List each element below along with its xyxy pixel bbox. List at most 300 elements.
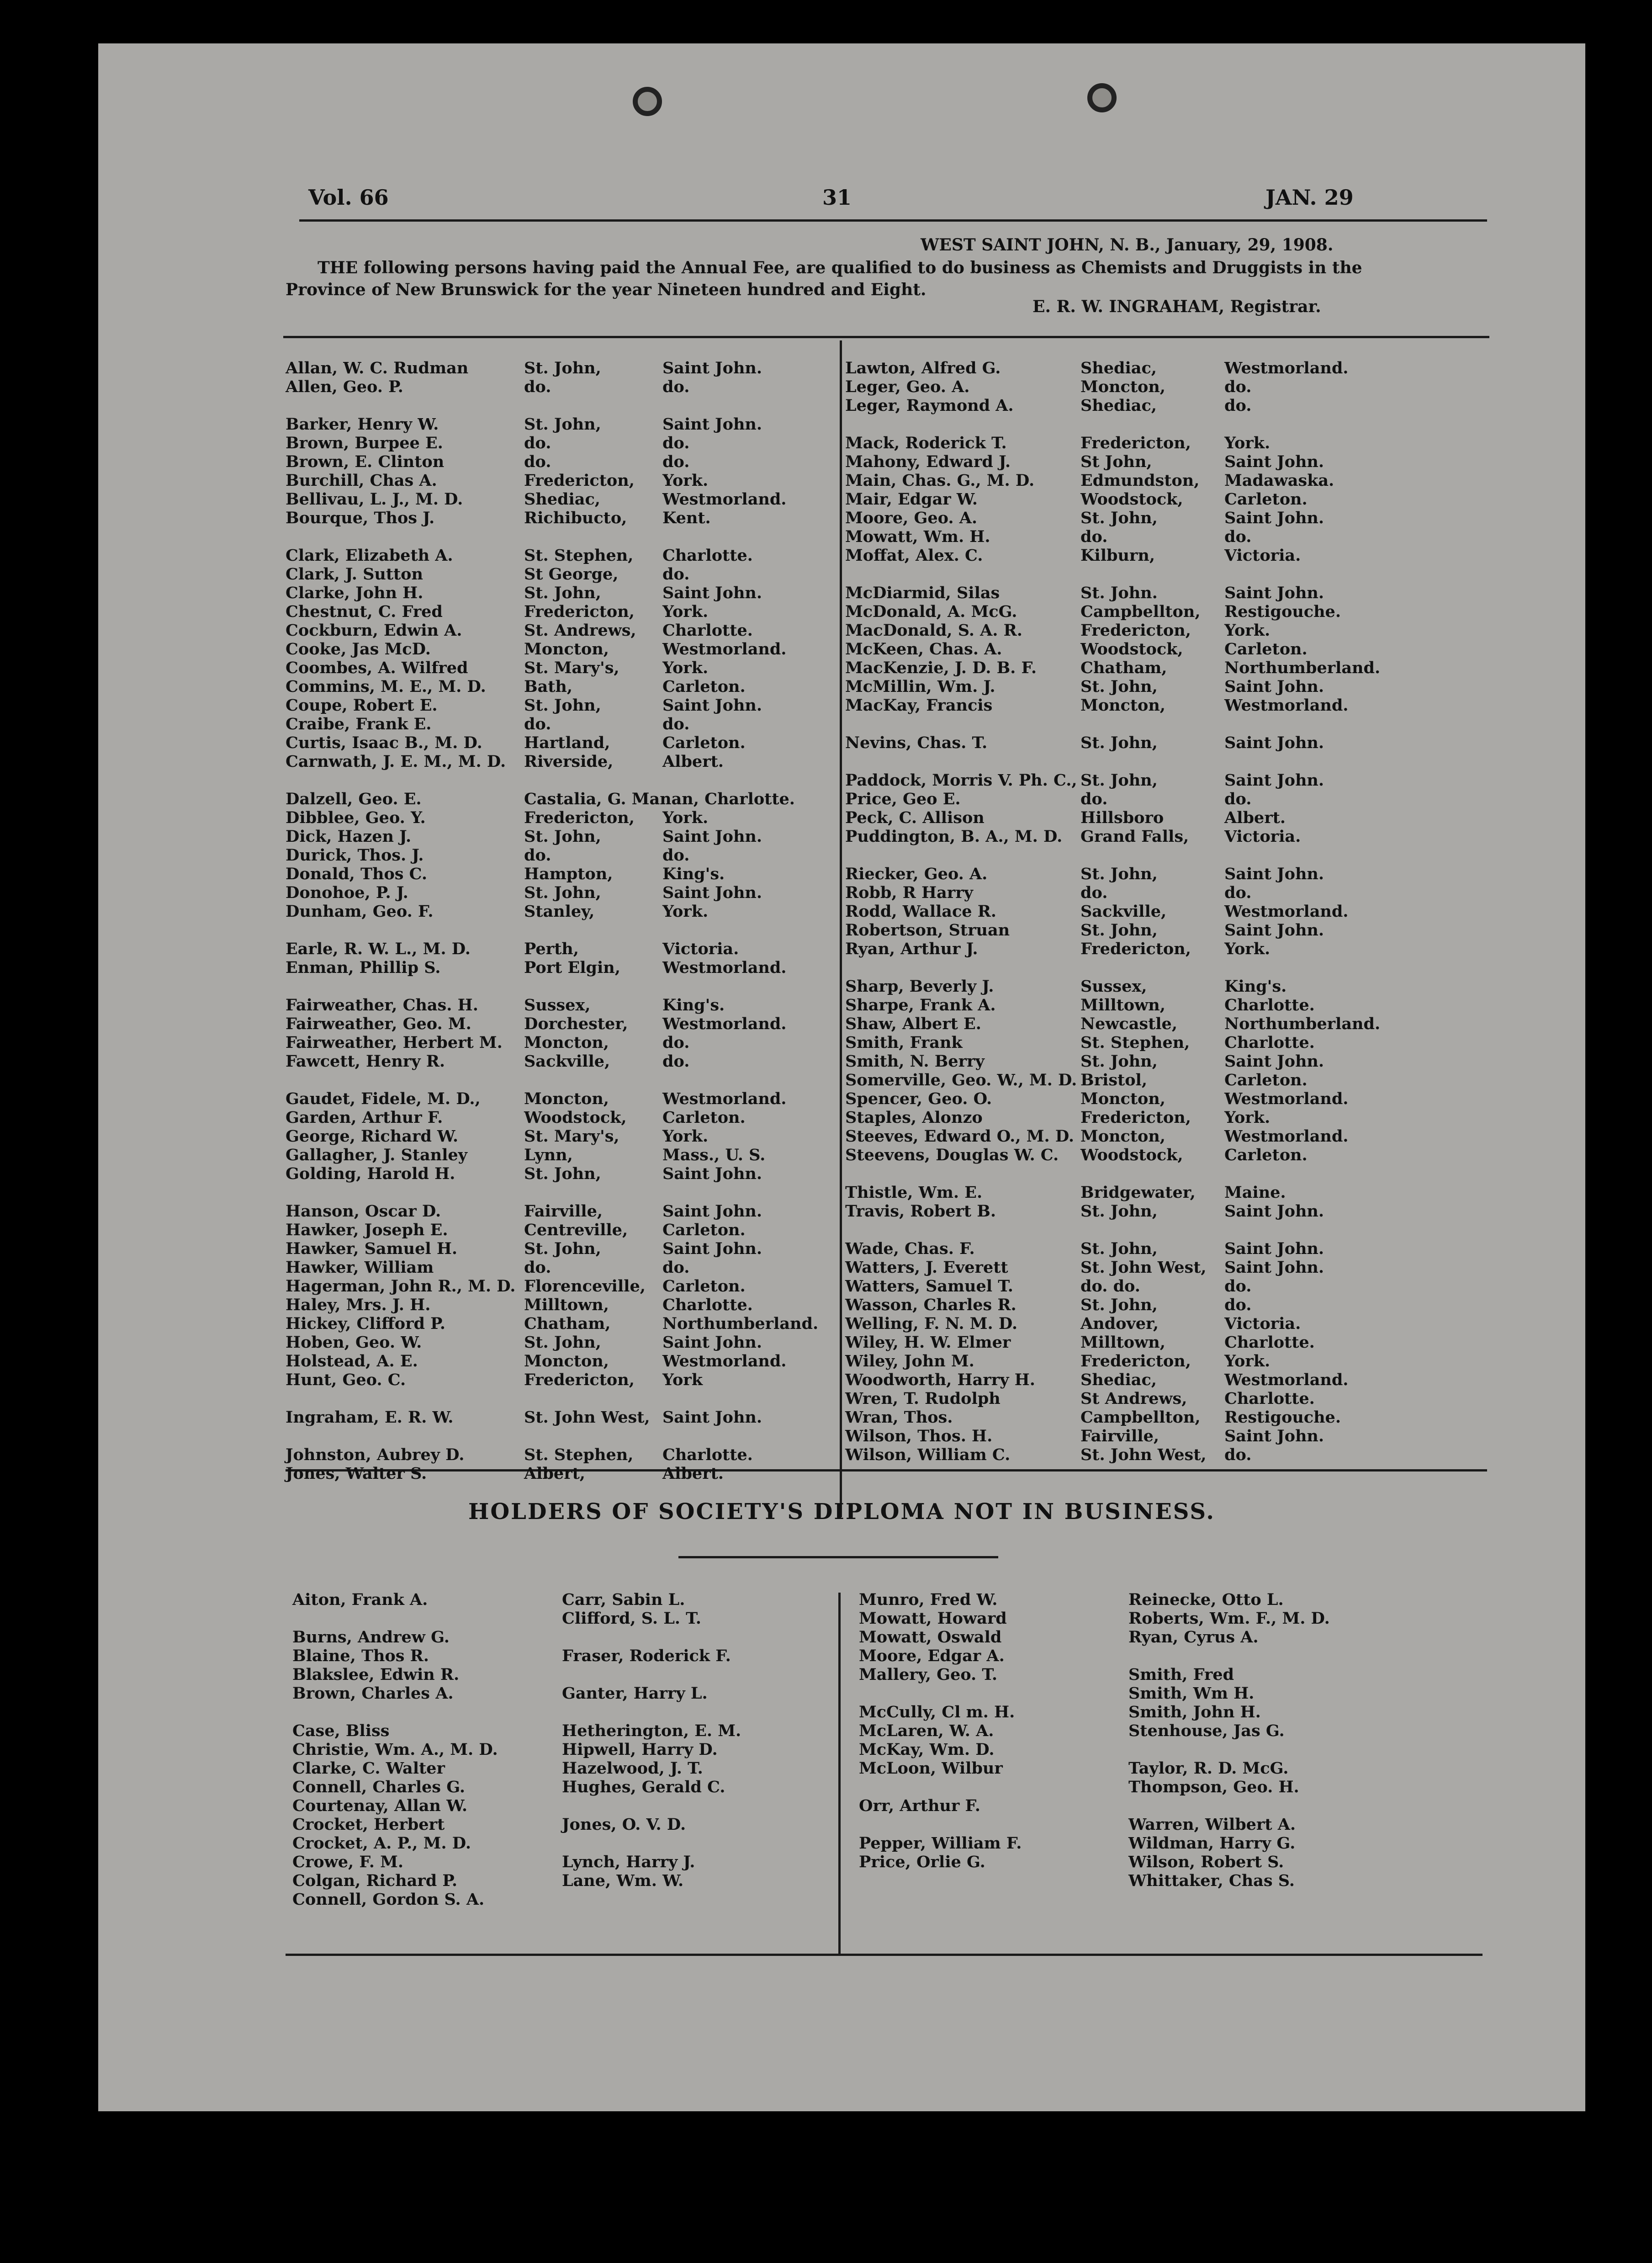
registrant-county: Restigouche. [1224, 1408, 1341, 1427]
registrant-town: St. Stephen, [524, 546, 634, 565]
diploma-holder: Jones, O. V. D. [562, 1815, 686, 1834]
registrant-town: Fredericton, [1080, 1352, 1191, 1371]
registrant-name: Hawker, Joseph E. [286, 1221, 448, 1239]
registrant-county: York. [1224, 940, 1271, 958]
registrant-row [286, 677, 800, 696]
registrant-name: Welling, F. N. M. D. [845, 1314, 1018, 1333]
registrant-row [286, 902, 800, 921]
registrant-name: Brown, Burpee E. [286, 434, 443, 452]
registrant-name: Smith, Frank [845, 1033, 963, 1052]
registrant-row [286, 1277, 800, 1296]
registrant-row [286, 1052, 800, 1071]
registrant-town: Moncton, [1080, 377, 1165, 396]
registrant-county: do. [662, 715, 690, 733]
registrant-town: Chatham, [1080, 659, 1167, 677]
registrant-town: Woodstock, [1080, 1146, 1183, 1164]
registrant-name: Smith, N. Berry [845, 1052, 985, 1071]
diploma-holder: Ryan, Cyrus A. [1128, 1628, 1259, 1647]
registrant-row [845, 790, 1371, 808]
diploma-holder: Price, Orlie G. [859, 1853, 985, 1871]
registrant-name: Bellivau, L. J., M. D. [286, 490, 463, 509]
registrant-name: Staples, Alonzo [845, 1108, 983, 1127]
entry-group [286, 359, 800, 396]
registrant-name: Johnston, Aubrey D. [286, 1445, 465, 1464]
registrant-row [286, 1258, 800, 1277]
registrant-town: Fredericton, [1080, 621, 1191, 640]
diploma-holder: Moore, Edgar A. [859, 1647, 1005, 1665]
registrant-row [286, 377, 800, 396]
registrant-town: do. do. [1080, 1277, 1140, 1296]
registrant-row [286, 696, 800, 715]
registrant-name: Hoben, Geo. W. [286, 1333, 422, 1352]
registrant-name: Clarke, John H. [286, 584, 424, 602]
group-gap [1128, 1647, 1330, 1665]
registrant-name: Cockburn, Edwin A. [286, 621, 462, 640]
registrant-town: Fredericton, [524, 1371, 635, 1389]
registrant-county: Westmorland. [1224, 1089, 1349, 1108]
registrant-row [845, 1183, 1371, 1202]
registrant-county: do. [662, 434, 690, 452]
diploma-holder: McCully, Cl m. H. [859, 1703, 1015, 1721]
diploma-holder: Mowatt, Oswald [859, 1628, 1002, 1647]
registrant-row [845, 1408, 1371, 1427]
diploma-holder: Lynch, Harry J. [562, 1853, 695, 1871]
registrant-county: Saint John. [1224, 921, 1324, 940]
registrant-county: Westmorland. [1224, 1371, 1349, 1389]
group-gap [562, 1628, 741, 1647]
registrant-county: Westmorland. [662, 640, 787, 659]
diploma-holder: Reinecke, Otto L. [1128, 1590, 1284, 1609]
registrant-county: do. [1224, 527, 1252, 546]
registrant-town: do. [524, 846, 551, 865]
registrant-town: Woodstock, [1080, 640, 1183, 659]
registrant-row [845, 921, 1371, 940]
registrant-name: Thistle, Wm. E. [845, 1183, 983, 1202]
registrant-county: do. [1224, 377, 1252, 396]
registrant-county: York. [1224, 1108, 1271, 1127]
registrant-name: Mair, Edgar W. [845, 490, 978, 509]
registered-list-right [845, 359, 1381, 1483]
registrant-row [845, 1333, 1371, 1352]
registrant-name: Coombes, A. Wilfred [286, 659, 468, 677]
registrant-name: Golding, Harold H. [286, 1164, 455, 1183]
registrant-county: Saint John. [662, 1239, 762, 1258]
registrant-county: Westmorland. [1224, 359, 1349, 377]
registrant-county: Westmorland. [662, 490, 787, 509]
intro-line-2: Province of New Brunswick for the year Nineteen hundred and Eight. [286, 280, 927, 299]
registrant-name: Wasson, Charles R. [845, 1296, 1017, 1314]
diploma-holder: Connell, Gordon S. A. [292, 1890, 485, 1909]
registrant-town: St. John, [524, 359, 601, 377]
registrant-name: Main, Chas. G., M. D. [845, 471, 1035, 490]
group-gap [562, 1834, 741, 1853]
registrant-county: Charlotte. [662, 1445, 753, 1464]
diploma-holder: Pepper, William F. [859, 1834, 1022, 1853]
registrant-town: do. [524, 715, 551, 733]
registrant-county: York. [1224, 621, 1271, 640]
registrant-name: Hickey, Clifford P. [286, 1314, 445, 1333]
registrant-row [845, 677, 1371, 696]
diploma-holder: Smith, Wm H. [1128, 1684, 1255, 1703]
registrant-county: Charlotte. [662, 546, 753, 565]
registrant-name: Gaudet, Fidele, M. D., [286, 1089, 481, 1108]
registrant-county: Victoria. [1224, 827, 1301, 846]
registrant-name: Hanson, Oscar D. [286, 1202, 441, 1221]
registrant-row [845, 1146, 1371, 1164]
registrant-row [286, 434, 800, 452]
diploma-holder: Crocket, A. P., M. D. [292, 1834, 471, 1853]
registrant-row [845, 1352, 1371, 1371]
registrant-county: do. [1224, 396, 1252, 415]
registrant-town: St. John. [1080, 584, 1158, 602]
registrant-county: York. [662, 602, 709, 621]
registrant-town: Bath, [524, 677, 573, 696]
registrant-row [845, 434, 1371, 452]
registrant-town: Moncton, [1080, 1127, 1165, 1146]
registrant-county: Northumberland. [1224, 659, 1381, 677]
registrant-row [286, 733, 800, 752]
registrant-row [845, 359, 1371, 377]
registrant-name: Commins, M. E., M. D. [286, 677, 486, 696]
entry-group [845, 434, 1371, 565]
registrant-name: McDonald, A. McG. [845, 602, 1017, 621]
registrant-row [845, 659, 1381, 677]
registrant-county: Saint John. [662, 696, 762, 715]
registrant-town: St. John, [524, 584, 601, 602]
registrant-town: do. [524, 377, 551, 396]
diploma-divider [838, 1593, 841, 1954]
registrant-row [845, 621, 1371, 640]
registrant-town: St Andrews, [1080, 1389, 1187, 1408]
group-gap [859, 1815, 1022, 1834]
diploma-holder: Whittaker, Chas S. [1128, 1871, 1295, 1890]
registrant-town: Albert, [524, 1464, 585, 1483]
registrant-county: Saint John. [662, 1408, 762, 1427]
registrant-row [845, 1052, 1371, 1071]
registrant-row [845, 1427, 1371, 1445]
registrant-row [286, 883, 800, 902]
group-gap [562, 1796, 741, 1815]
registrant-town: St. John, [524, 1164, 601, 1183]
registrant-town: Sussex, [524, 996, 591, 1015]
table-top-rule [283, 336, 1489, 338]
diploma-holder: Clarke, C. Walter [292, 1759, 445, 1778]
registrant-name: Dalzell, Geo. E. [286, 790, 422, 808]
registrant-town: Richibucto, [524, 509, 627, 527]
registrant-county: Saint John. [662, 827, 762, 846]
registrant-town: St. John, [1080, 509, 1158, 527]
entry-group [286, 1089, 800, 1183]
registrant-row [286, 715, 800, 733]
registrant-county: do. [662, 846, 690, 865]
group-gap [859, 1684, 1022, 1703]
registrant-name: Moore, Geo. A. [845, 509, 978, 527]
registrant-name: Moffat, Alex. C. [845, 546, 983, 565]
registrant-row [286, 602, 800, 621]
registrant-town: Dorchester, [524, 1015, 628, 1033]
registrant-town: Edmundston, [1080, 471, 1200, 490]
registrant-row [845, 1277, 1371, 1296]
registrant-row [286, 1239, 800, 1258]
punch-hole-right [1087, 83, 1117, 112]
registrant-town: St. John, [1080, 677, 1158, 696]
group-gap [292, 1703, 498, 1721]
registrant-town: Chatham, [524, 1314, 611, 1333]
registrant-row [286, 790, 800, 808]
registrant-county: Charlotte. [1224, 996, 1315, 1015]
registrant-row [845, 1127, 1371, 1146]
registrant-county: King's. [662, 996, 725, 1015]
entry-group [286, 546, 800, 771]
entry-group [286, 1408, 800, 1427]
registrant-county: York. [662, 808, 709, 827]
registrant-town: St. Stephen, [1080, 1033, 1190, 1052]
ledger-page [98, 43, 1585, 2111]
registrant-county: Charlotte. [1224, 1033, 1315, 1052]
registrant-county: Saint John. [1224, 1202, 1324, 1221]
registrant-row [286, 1371, 800, 1389]
registrant-row [845, 771, 1371, 790]
registrant-county: Saint John. [662, 1333, 762, 1352]
registrant-town: Hampton, [524, 865, 613, 883]
group-gap [562, 1703, 741, 1721]
registrant-name: Spencer, Geo. O. [845, 1089, 992, 1108]
registrant-name: Wran, Thos. [845, 1408, 953, 1427]
registrant-name: Wilson, Thos. H. [845, 1427, 993, 1445]
registrant-county: Albert. [662, 752, 724, 771]
registrant-county: Charlotte. [1224, 1389, 1315, 1408]
registrant-row [286, 827, 800, 846]
registrant-town: St. John, [1080, 1239, 1158, 1258]
diploma-holder: Connell, Charles G. [292, 1778, 466, 1796]
registrant-county: do. [662, 452, 690, 471]
registrant-row [845, 471, 1371, 490]
registrant-town: do. [524, 452, 551, 471]
entry-group [286, 790, 800, 921]
registrant-county: Victoria. [1224, 1314, 1301, 1333]
registrant-row [286, 1015, 800, 1033]
registrant-county: Victoria. [662, 940, 739, 958]
registrant-county: Saint John. [662, 359, 762, 377]
registrant-row [286, 1352, 800, 1371]
registrant-county: Carleton. [662, 1277, 746, 1296]
registrant-row [845, 509, 1371, 527]
registrant-row [845, 1445, 1371, 1464]
registrant-county: Carleton. [662, 733, 746, 752]
registrant-name: Dick, Hazen J. [286, 827, 412, 846]
registrant-town: St. John, [1080, 771, 1158, 790]
registrant-row [845, 546, 1371, 565]
registrant-row [845, 490, 1371, 509]
registrant-town: Moncton, [524, 1033, 609, 1052]
page-number: 31 [822, 185, 852, 210]
registrant-town: Milltown, [524, 1296, 609, 1314]
registrant-town: St. John, [1080, 1202, 1158, 1221]
registrant-county: Albert. [662, 1464, 724, 1483]
registrant-row [845, 1089, 1371, 1108]
registrant-name: Wren, T. Rudolph [845, 1389, 1001, 1408]
diploma-holder: Blakslee, Edwin R. [292, 1665, 460, 1684]
diploma-holder: Crocket, Herbert [292, 1815, 445, 1834]
registrant-row [286, 415, 800, 434]
diploma-holder: Hipwell, Harry D. [562, 1740, 718, 1759]
registrant-name: Riecker, Geo. A. [845, 865, 988, 883]
registrant-name: Fairweather, Geo. M. [286, 1015, 471, 1033]
registrant-row [286, 1314, 819, 1333]
registrant-town: Grand Falls, [1080, 827, 1189, 846]
registrant-row [286, 808, 800, 827]
group-gap [292, 1609, 498, 1628]
registrant-name: Steeves, Edward O., M. D. [845, 1127, 1075, 1146]
registrant-row [286, 621, 800, 640]
registrant-name: Watters, J. Everett [845, 1258, 1008, 1277]
registrant-county: Albert. [1224, 808, 1286, 827]
registrant-row [845, 733, 1371, 752]
registrant-row [845, 377, 1371, 396]
registrant-town: Bristol, [1080, 1071, 1148, 1089]
diploma-holder: Carr, Sabin L. [562, 1590, 685, 1609]
registrant-name: Steevens, Douglas W. C. [845, 1146, 1059, 1164]
registrant-county: do. [662, 1258, 690, 1277]
registrant-county: Carleton. [662, 1221, 746, 1239]
registrant-row [286, 565, 800, 584]
registrant-row [286, 659, 800, 677]
registrant-name: Gallagher, J. Stanley [286, 1146, 467, 1164]
registrant-name: Nevins, Chas. T. [845, 733, 988, 752]
diploma-holder: Mowatt, Howard [859, 1609, 1007, 1628]
registrant-county: do. [1224, 1277, 1252, 1296]
group-gap [859, 1778, 1022, 1796]
registrant-row [286, 1333, 800, 1352]
registrant-row [845, 1314, 1371, 1333]
registrant-town: Centreville, [524, 1221, 628, 1239]
registrant-county: Saint John. [1224, 865, 1324, 883]
entry-group [286, 940, 800, 977]
registrant-name: Hunt, Geo. C. [286, 1371, 406, 1389]
registrar-signature: E. R. W. INGRAHAM, Registrar. [1032, 297, 1321, 316]
registrant-row [845, 1389, 1371, 1408]
diploma-holder: Clifford, S. L. T. [562, 1609, 701, 1628]
diploma-holder: Colgan, Richard P. [292, 1871, 458, 1890]
diploma-holder: Burns, Andrew G. [292, 1628, 450, 1647]
registrant-town: St. John, [1080, 1052, 1158, 1071]
registrant-county: Saint John. [1224, 677, 1324, 696]
registrant-row [845, 1371, 1371, 1389]
diploma-holder: Blaine, Thos R. [292, 1647, 429, 1665]
diploma-holder: Taylor, R. D. McG. [1128, 1759, 1289, 1778]
registrant-row [286, 996, 800, 1015]
registrant-row [286, 846, 800, 865]
registrant-town: St. John, [524, 696, 601, 715]
registrant-row [845, 452, 1371, 471]
registrant-name: Wiley, John M. [845, 1352, 974, 1371]
registrant-county: Saint John. [662, 1164, 762, 1183]
registrant-county [662, 790, 800, 808]
registrant-town: Woodstock, [1080, 490, 1183, 509]
registrant-county: Charlotte. [662, 1296, 753, 1314]
registrant-name: Ingraham, E. R. W. [286, 1408, 454, 1427]
registrant-town: do. [524, 1258, 551, 1277]
registered-list-left [286, 359, 819, 1502]
registrant-row [845, 527, 1371, 546]
registrant-name: Watters, Samuel T. [845, 1277, 1013, 1296]
registrant-county: Saint John. [662, 415, 762, 434]
registrant-county: Northumberland. [1224, 1015, 1381, 1033]
registrant-name: Paddock, Morris V. Ph. C., [845, 771, 1077, 790]
registrant-name: MacKay, Francis [845, 696, 993, 715]
registrant-county: York. [662, 1127, 709, 1146]
registrant-county: Madawaska. [1224, 471, 1334, 490]
registrant-county: Carleton. [1224, 640, 1308, 659]
registrant-county: York. [1224, 1352, 1271, 1371]
registrant-county: Saint John. [1224, 1427, 1324, 1445]
diploma-holder: Wilson, Robert S. [1128, 1853, 1284, 1871]
entry-group [845, 733, 1371, 752]
diploma-holder: Roberts, Wm. F., M. D. [1128, 1609, 1330, 1628]
registrant-town: Moncton, [524, 640, 609, 659]
registrant-county: Saint John. [1224, 1239, 1324, 1258]
registrant-name: George, Richard W. [286, 1127, 459, 1146]
registrant-county: Carleton. [1224, 1146, 1308, 1164]
registrant-county: Charlotte. [1224, 1333, 1315, 1352]
registrant-row [286, 958, 800, 977]
registrant-name: Mack, Roderick T. [845, 434, 1007, 452]
registrant-town: Campbellton, [1080, 1408, 1201, 1427]
registrant-town: Moncton, [1080, 696, 1165, 715]
diploma-holder: Wildman, Harry G. [1128, 1834, 1296, 1853]
registrant-name: Burchill, Chas A. [286, 471, 437, 490]
registrant-name: Hagerman, John R., M. D. [286, 1277, 516, 1296]
registrant-town: Fredericton, [524, 471, 635, 490]
diploma-column-1 [292, 1590, 498, 1909]
registrant-county: Saint John. [1224, 1258, 1324, 1277]
issue-date: JAN. 29 [1265, 185, 1354, 210]
registrant-name: Allan, W. C. Rudman [286, 359, 469, 377]
registrant-name: Donohoe, P. J. [286, 883, 408, 902]
registrant-name: Jones, Walter S. [286, 1464, 427, 1483]
registrant-county: do. [662, 1052, 690, 1071]
registrant-name: Curtis, Isaac B., M. D. [286, 733, 482, 752]
registrant-name: Enman, Phillip S. [286, 958, 441, 977]
registrant-name: Sharp, Beverly J. [845, 977, 994, 996]
registrant-row [845, 1071, 1371, 1089]
registrant-name: Bourque, Thos J. [286, 509, 435, 527]
registrant-town: St. John, [524, 883, 601, 902]
entry-group [845, 977, 1381, 1164]
registrant-town: St John, [1080, 452, 1152, 471]
diploma-holder: McLoon, Wilbur [859, 1759, 1003, 1778]
registrant-name: Lawton, Alfred G. [845, 359, 1001, 377]
registrant-name: Dibblee, Geo. Y. [286, 808, 426, 827]
registrant-town: St. John, [1080, 733, 1158, 752]
registrant-name: MacKenzie, J. D. B. F. [845, 659, 1037, 677]
registrant-town: Campbellton, [1080, 602, 1201, 621]
registrant-name: Wilson, William C. [845, 1445, 1011, 1464]
registrant-name: MacDonald, S. A. R. [845, 621, 1022, 640]
registrant-county: Maine. [1224, 1183, 1286, 1202]
registrant-name: Clark, Elizabeth A. [286, 546, 453, 565]
registrant-county: Saint John. [1224, 509, 1324, 527]
registrant-name: Rodd, Wallace R. [845, 902, 996, 921]
registrant-row [845, 602, 1371, 621]
diploma-column-3 [859, 1590, 1022, 1871]
registrant-county: Carleton. [662, 1108, 746, 1127]
registrant-county: do. [1224, 790, 1252, 808]
registrant-county: Saint John. [1224, 584, 1324, 602]
registrant-town: Moncton, [524, 1089, 609, 1108]
diploma-holder: Aiton, Frank A. [292, 1590, 428, 1609]
registrant-county: Westmorland. [662, 1352, 787, 1371]
